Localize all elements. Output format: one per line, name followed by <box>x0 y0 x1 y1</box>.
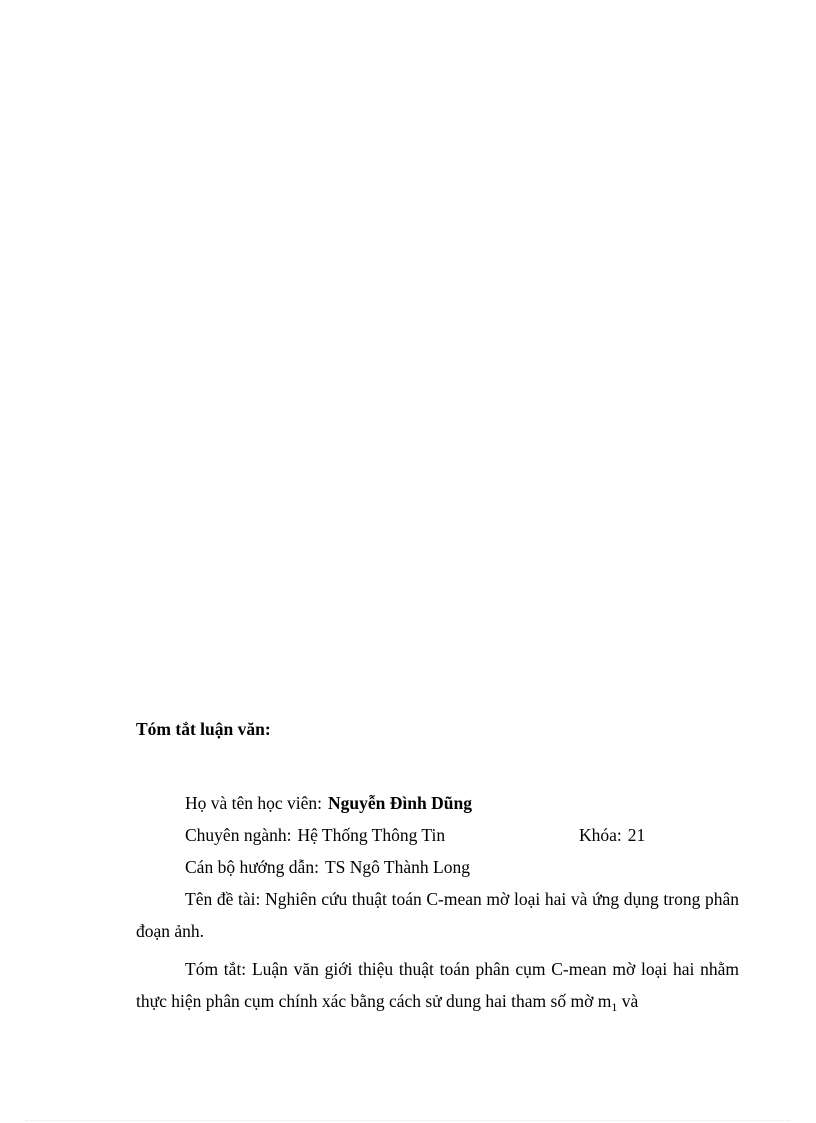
major-value: Hệ Thống Thông Tin <box>297 825 446 845</box>
student-name-value: Nguyễn Đình Dũng <box>328 793 472 813</box>
summary-tail: và <box>621 991 639 1011</box>
topic-value: Nghiên cứu thuật toán C-mean mờ loại hai và ứng dụng trong phân đoạn ảnh. <box>136 889 740 941</box>
course-label: Khóa: <box>579 825 622 845</box>
thesis-summary-section <box>136 713 739 1023</box>
advisor-line <box>136 851 739 883</box>
advisor-label: Cán bộ hướng dẫn: <box>185 857 319 877</box>
student-name-label: Họ và tên học viên: <box>185 793 323 813</box>
summary-text: Luận văn giới thiệu thuật toán phân cụm C-mean mờ loại hai nhằm thực hiện phân cụm chính xác bằng cách sử dung hai tham số mờ m <box>136 959 740 1011</box>
summary-subscript: 1 <box>611 1000 618 1014</box>
student-name-line <box>136 787 739 819</box>
topic-label: Tên đề tài: <box>185 889 261 909</box>
summary-paragraph <box>136 953 739 1023</box>
topic-paragraph <box>136 883 739 947</box>
spacer <box>136 745 739 787</box>
page-bottom-rule <box>26 1120 790 1121</box>
section-heading: Tóm tắt luận văn: <box>136 719 271 739</box>
course-field <box>579 819 645 851</box>
course-value: 21 <box>627 825 646 845</box>
advisor-value: TS Ngô Thành Long <box>324 857 470 877</box>
major-line <box>136 819 739 851</box>
summary-label: Tóm tắt: <box>185 959 247 979</box>
major-label: Chuyên ngành: <box>185 825 292 845</box>
